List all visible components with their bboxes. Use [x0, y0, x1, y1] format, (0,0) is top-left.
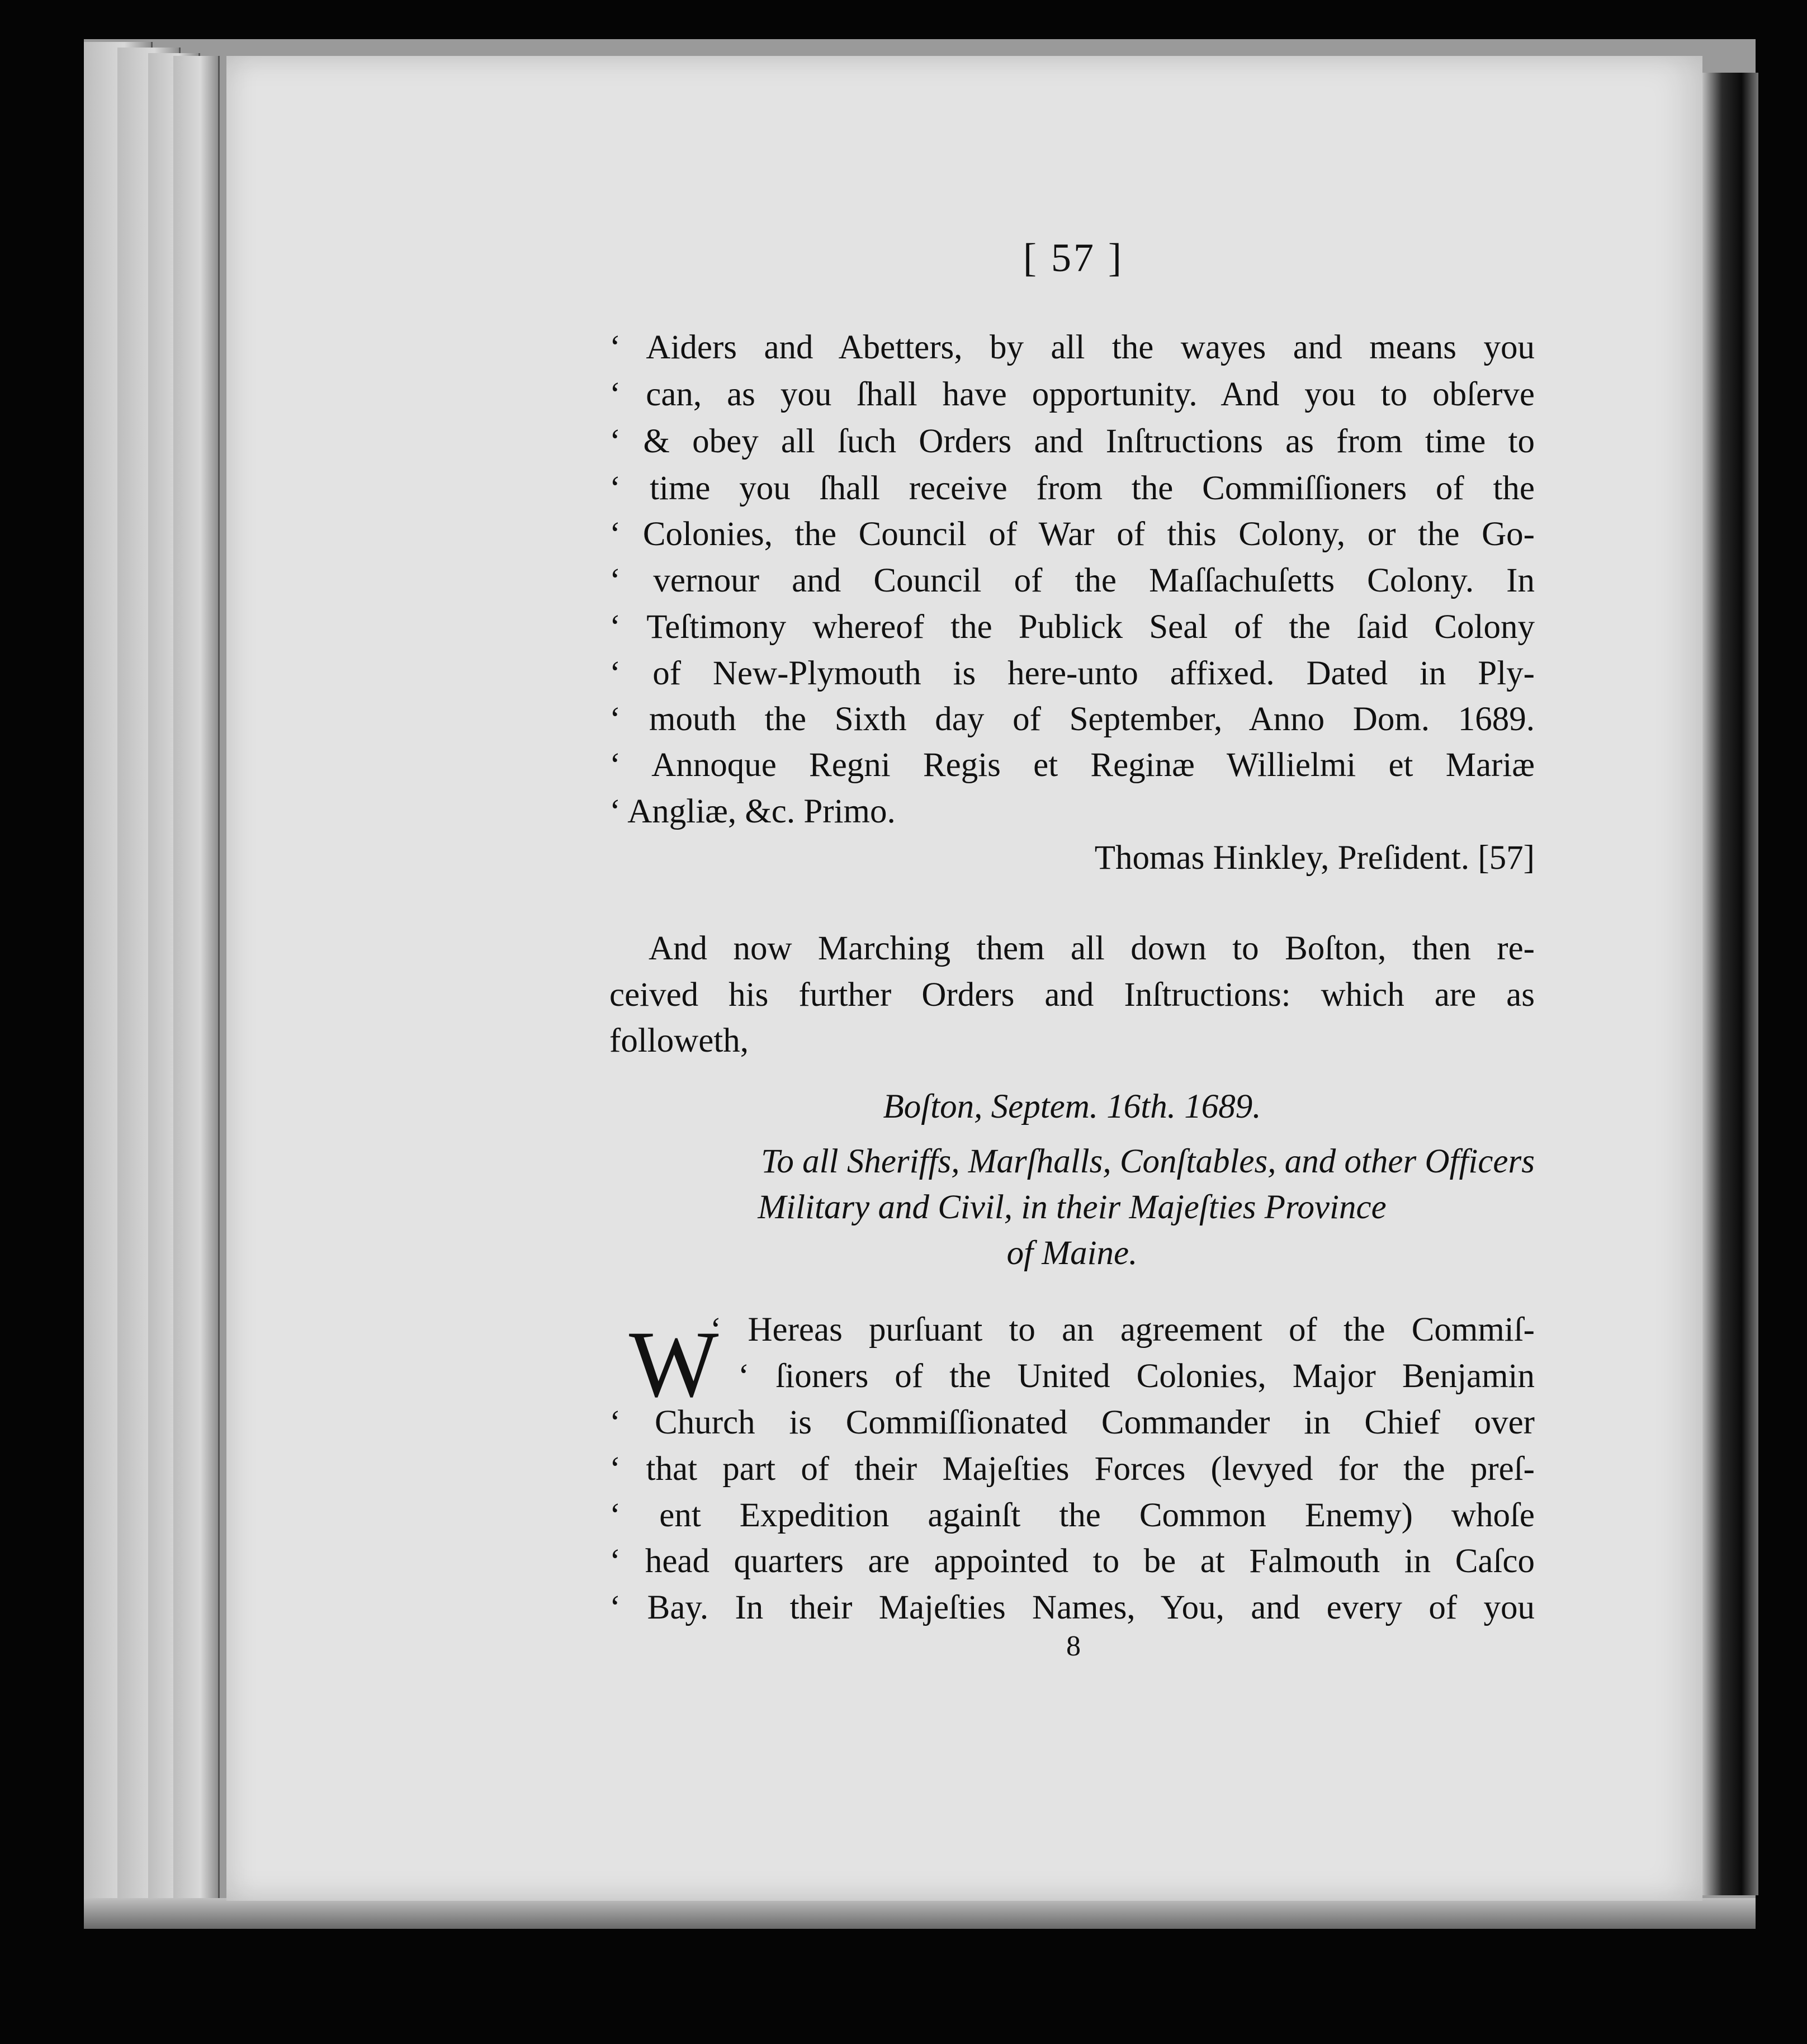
address-line: To all Sheriffs, Marſhalls, Conſtables, and other Officers	[761, 1143, 1535, 1180]
drop-cap: W	[629, 1312, 719, 1417]
text-line: ‘ can, as you ſhall have opportunity. And you to obſerve	[609, 376, 1535, 413]
text-line: ‘ vernour and Council of the Maſſachuſetts Colony. In	[609, 562, 1535, 599]
dateline: Boſton, Septem. 16th. 1689.	[883, 1088, 1261, 1125]
text-line: ‘ Hereas purſuant to an agreement of the Commiſ-	[710, 1311, 1535, 1349]
text-line: ‘ of New-Plymouth is here-unto affixed. Dated in Ply-	[609, 655, 1535, 692]
text-line: ‘ Church is Commiſſionated Commander in Chief over	[609, 1404, 1535, 1441]
signature-mark: 8	[1066, 1630, 1081, 1662]
text-line: ceived his further Orders and Inſtructions: which are as	[609, 976, 1535, 1014]
text-line: ‘ & obey all ſuch Orders and Inſtructions as from time to	[609, 423, 1535, 460]
address-line: of Maine.	[1006, 1234, 1138, 1272]
text-line: ‘ Teſtimony whereof the Publick Seal of the ſaid Colony	[609, 608, 1535, 646]
text-line: ‘ head quarters are appointed to be at Falmouth in Caſco	[609, 1543, 1535, 1580]
signature-line: Thomas Hinkley, Preſident. [57]	[1094, 839, 1535, 877]
text-line: ‘ Aiders and Abetters, by all the wayes and means you	[609, 329, 1535, 366]
text-line: ‘ time you ſhall receive from the Commiſſioners of the	[609, 470, 1535, 507]
book-gutter	[1702, 73, 1758, 1895]
text-line: ‘ that part of their Majeſties Forces (levyed for the preſ-	[609, 1450, 1535, 1488]
text-line: followeth,	[609, 1022, 749, 1059]
text-line: ‘ ent Expedition againſt the Common Enemy) whoſe	[609, 1497, 1535, 1534]
text-line: ‘ Colonies, the Council of War of this Colony, or the Go-	[609, 515, 1535, 553]
text-line: ‘ Angliæ, &c. Primo.	[609, 793, 896, 830]
text-line: ‘ Bay. In their Majeſties Names, You, and every of you	[609, 1589, 1535, 1626]
text-line: And now Marching them all down to Boſton, then re-	[649, 930, 1535, 967]
text-line: ‘ Annoque Regni Regis et Reginæ Willielmi et Mariæ	[609, 746, 1535, 784]
text-line: ‘ ſioners of the United Colonies, Major Benjamin	[738, 1357, 1535, 1395]
text-line: ‘ mouth the Sixth day of September, Anno Dom. 1689.	[609, 701, 1535, 738]
book-bottom-edge	[84, 1898, 1756, 1929]
address-line: Military and Civil, in their Majeſties Province	[758, 1189, 1387, 1226]
page-edge	[173, 56, 220, 1906]
page-number: [ 57 ]	[1023, 235, 1124, 280]
